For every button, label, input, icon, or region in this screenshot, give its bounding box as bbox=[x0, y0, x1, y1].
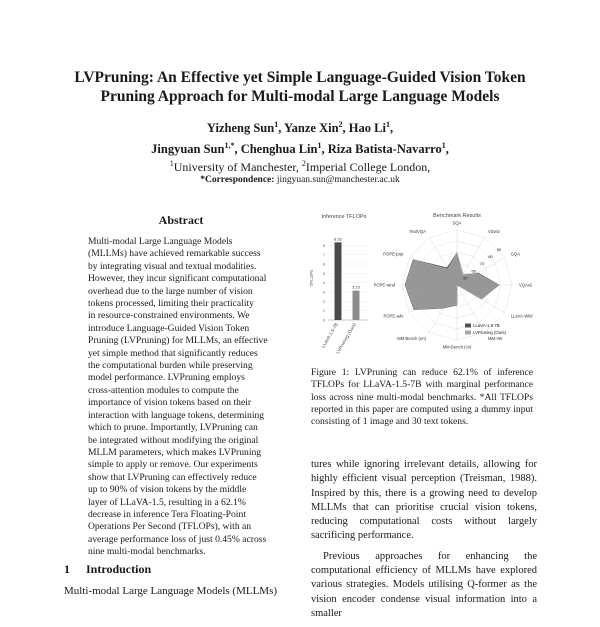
abstract-line: interaction with language tokens, determining bbox=[88, 409, 265, 421]
affil-sup-2: 2 bbox=[301, 159, 306, 168]
intro-text: Multi-modal Large Language Models (MLLMs) bbox=[64, 585, 278, 597]
abstract-line: nine multi-modal benchmarks. bbox=[88, 546, 206, 558]
y-tick-label: 2 bbox=[322, 298, 325, 304]
title-line-2: Pruning Approach for Multi-modal Large Language Models bbox=[100, 88, 500, 105]
y-tick-label: 8 bbox=[322, 242, 325, 248]
abstract-line: decrease in inference Tera Floating-Point bbox=[88, 508, 246, 520]
correspondence-email[interactable]: jingyuan.sun@manchester.ac.uk bbox=[276, 175, 400, 185]
y-axis-label: TFLOPs bbox=[309, 269, 314, 287]
y-tick-label: 4 bbox=[322, 280, 325, 286]
affil-text-1: University of Manchester, bbox=[173, 160, 302, 174]
abstract-line: average performance loss of just 0.45% across bbox=[88, 533, 267, 545]
author-sup: 2 bbox=[338, 120, 343, 129]
radar-axis-label: POPE-pop bbox=[383, 251, 404, 257]
author-sup: 1 bbox=[274, 120, 279, 129]
affiliations bbox=[40, 156, 560, 175]
abstract-heading: Abstract bbox=[158, 213, 204, 227]
y-tick-label: 6 bbox=[322, 261, 325, 267]
abstract-line: simple to apply or remove. Our experiments bbox=[88, 459, 258, 471]
radar-axis-label: SQA bbox=[452, 220, 462, 226]
x-tick-label: LLaVA-1.5-7B bbox=[320, 322, 339, 349]
affil-sup-1: 1 bbox=[169, 159, 174, 168]
author-sup: 1,* bbox=[224, 141, 235, 151]
author-sup: 1 bbox=[317, 141, 322, 151]
abstract-line: However, they incur significant computational bbox=[88, 273, 267, 285]
figure-caption: Figure 1: LVPruning can reduce 62.1% of inference TFLOPs for LLaVA-1.5-7B with marginal performance loss across nine multi-modal benchmarks. *All TFLOPs reported in this paper are computed using a dummy input consisting of 1 image and 30 text tokens. bbox=[311, 367, 533, 428]
bar bbox=[335, 242, 342, 320]
abstract-line: MLLM parameters, which makes LVPruning bbox=[88, 446, 262, 458]
radar-axis-label: MM-Bench (en) bbox=[397, 336, 426, 342]
abstract-line: which to prune. Importantly, LVPruning can bbox=[88, 422, 258, 434]
section-title: Introduction bbox=[86, 562, 152, 576]
y-tick-label: 0 bbox=[322, 317, 325, 323]
author-sup: 1 bbox=[385, 120, 390, 129]
radar-axis-label: Vizwiz bbox=[488, 228, 500, 234]
abstract-line: importance of vision tokens based on their bbox=[88, 397, 252, 409]
abstract-line: show that LVPruning can effectively reduce bbox=[88, 471, 257, 483]
abstract-line: model performance. LVPruning employs bbox=[88, 372, 245, 384]
legend-label: LVPruning (Ours) bbox=[473, 330, 507, 335]
radar-axis-label: POPE-adv bbox=[383, 313, 404, 319]
title-line-1: LVPruning: An Effective yet Simple Language-Guided Vision Token bbox=[74, 69, 526, 86]
radar-axis-label: GQA bbox=[510, 251, 521, 257]
bar-chart-title: Inference TFLOPs bbox=[321, 214, 367, 220]
legend-label: LLaVA-1.5-7B bbox=[473, 323, 500, 328]
abstract-body bbox=[88, 236, 274, 559]
abstract-line: tokens processed, limiting their practicality bbox=[88, 298, 254, 310]
author-name: Yanze Xin bbox=[284, 121, 339, 136]
radial-tick-label: 70 bbox=[479, 261, 485, 267]
abstract-line: Pruning (LVPruning) for MLLMs, an effective bbox=[88, 335, 268, 347]
abstract-line: in resource-constrained environments. We bbox=[88, 310, 250, 322]
radar-chart bbox=[374, 213, 534, 350]
radar-axis-label: VQAv2 bbox=[519, 282, 533, 288]
paragraph: tures while ignoring irrelevant details, allowing for highly efficient visual perception (Treisman, 1988). Inspired by this, there is a growing need to develop MLLMs that can prioritise crucial vision tokens, reducing computational costs without largely sacrificing performance. bbox=[311, 459, 537, 542]
radar-chart-title: Benchmark Results bbox=[433, 213, 481, 219]
author-name: Chenghua Lin bbox=[240, 142, 318, 157]
right-column-text bbox=[311, 458, 537, 627]
legend-swatch bbox=[465, 324, 471, 328]
radial-tick-label: 60 bbox=[471, 268, 477, 274]
abstract-line: Multi-modal Large Language Models bbox=[88, 236, 233, 247]
author-name: Riza Batista-Navarro bbox=[327, 142, 442, 157]
radar-axis-label: TextVQA bbox=[409, 228, 426, 234]
author-sup: 1 bbox=[441, 141, 446, 151]
abstract-line: be integrated without modifying the original bbox=[88, 434, 259, 446]
bar-value-label: 8.32 bbox=[334, 236, 342, 242]
author-name: Jingyuan Sun bbox=[151, 142, 225, 157]
radar-axis-label: MM-Bench (cn) bbox=[442, 344, 472, 350]
radial-tick-label: 90 bbox=[496, 246, 502, 252]
paragraph: Previous approaches for enhancing the computational efficiency of MLLMs have explored various strategies. Models utilising Q-former as the vision encoder condense visual information into a smaller bbox=[311, 550, 537, 619]
radar-axis-label: POPE-rand bbox=[373, 282, 395, 288]
correspondence-label: *Correspondence: bbox=[200, 175, 275, 185]
paper-title bbox=[40, 68, 560, 106]
radar-axis-label: MM-Vet bbox=[488, 336, 503, 342]
abstract-line: overhead due to the large number of vision bbox=[88, 285, 253, 297]
x-tick-label: LVPruning (Ours) bbox=[335, 322, 357, 355]
correspondence bbox=[40, 175, 560, 185]
y-tick-label: 3 bbox=[322, 289, 325, 295]
abstract-line: Operations Per Second (TFLOPs), with an bbox=[88, 521, 252, 533]
bar-chart bbox=[309, 214, 368, 355]
radial-tick-label: 80 bbox=[488, 254, 493, 260]
abstract-line: by integrating visual and textual modalities. bbox=[88, 260, 257, 272]
section-heading bbox=[64, 562, 151, 577]
abstract-line: layer of LLaVA-1.5, resulting in a 62.1% bbox=[88, 496, 246, 508]
abstract-line: yet simple method that significantly reduces bbox=[88, 347, 258, 359]
abstract-line: the computational burden while preserving bbox=[88, 360, 253, 372]
abstract-line: up to 90% of vision tokens by the middle bbox=[88, 484, 247, 496]
abstract-line: introduce Language-Guided Vision Token bbox=[88, 322, 250, 334]
y-tick-label: 5 bbox=[322, 270, 325, 276]
radial-tick-label: 50 bbox=[463, 275, 468, 281]
legend-swatch bbox=[465, 331, 471, 335]
author-name: Hao Li bbox=[348, 121, 386, 136]
bar-value-label: 3.15 bbox=[352, 284, 360, 290]
affil-text-2: Imperial College London, bbox=[305, 160, 431, 174]
y-tick-label: 7 bbox=[322, 252, 325, 258]
author-list: Yizheng Sun$^1$, Yanze Xin$^2$, Hao Li$^1$, Jingyuan Sun$^{1,*}$, Chenghua Lin$^1$, Riza Batista-Navarro$^1$, bbox=[151, 120, 449, 157]
figure-1 bbox=[304, 208, 544, 366]
y-tick-label: 1 bbox=[322, 308, 325, 314]
author-name: Yizheng Sun bbox=[206, 121, 275, 136]
abstract-line: cross-attention modules to compute the bbox=[88, 384, 239, 396]
abstract-line: (MLLMs) have achieved remarkable success bbox=[88, 248, 261, 260]
section-number: 1 bbox=[64, 562, 70, 576]
bar bbox=[353, 291, 360, 320]
radar-axis-label: LLaVA-Wild bbox=[510, 313, 533, 319]
